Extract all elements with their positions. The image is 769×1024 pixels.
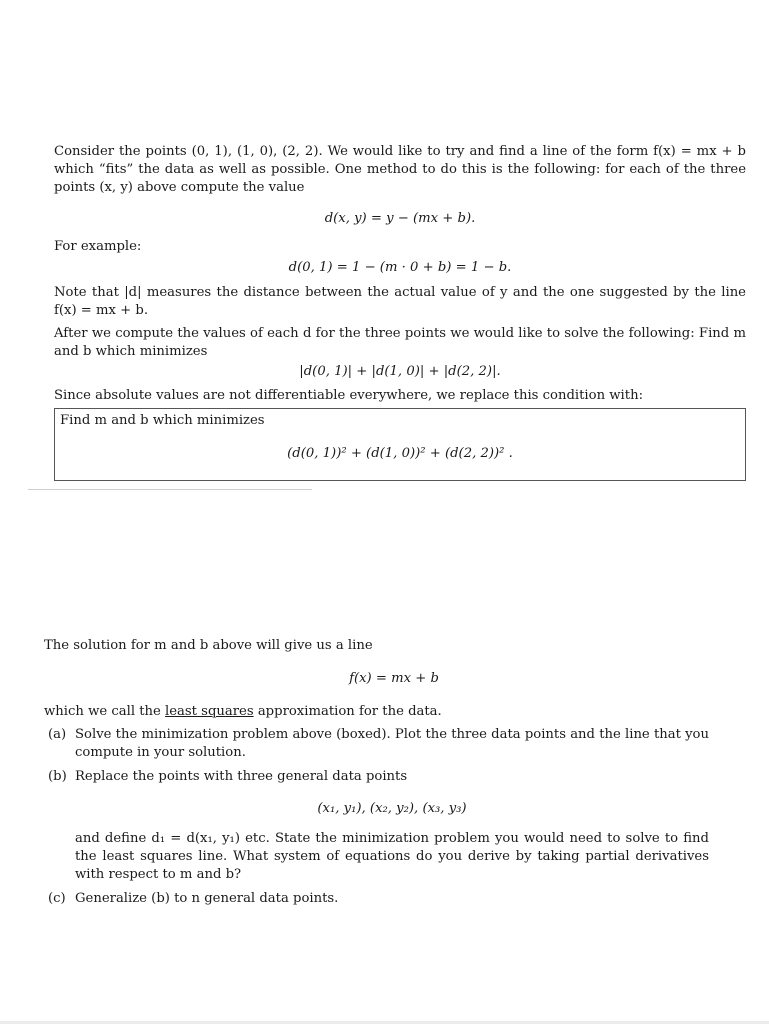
least-squares-term: least squares — [165, 704, 254, 719]
boxed-problem-equation: (d(0, 1))² + (d(1, 0))² + (d(2, 2))² . — [287, 446, 513, 461]
equation-d-definition: d(x, y) = y − (mx + b). — [324, 211, 476, 226]
part-b: (b) Replace the points with three general data points (x₁, y₁), (x₂, y₂), (x₃, y₃) and define d₁ = d(x₁, y₁) etc. State the minimization problem you would need to solve to find the least squares line. What system of equations do you derive by taking partial derivatives with respect to m and b? — [48, 769, 709, 882]
equation-absolute-sum: |d(0, 1)| + |d(1, 0)| + |d(2, 2)|. — [299, 364, 501, 379]
for-example-label: For example: — [54, 239, 142, 254]
equation-line: f(x) = mx + b — [349, 671, 439, 686]
part-b-continuation: and define d₁ = d(x₁, y₁) etc. State the minimization problem you would need to solve to find the least squares line. What system of equations do you derive by taking partial derivatives with respect to m and b? — [75, 831, 709, 882]
divider-line — [28, 489, 312, 490]
solution-paragraph: The solution for m and b above will give us a line — [44, 638, 373, 653]
note-paragraph: Note that |d| measures the distance between the actual value of y and the one suggested by the line f(x) = mx + b. — [54, 285, 746, 318]
boxed-problem — [54, 408, 746, 481]
after-paragraph: After we compute the values of each d for the three points we would like to solve the following: Find m and b which minimizes — [54, 326, 746, 359]
least-squares-paragraph: which we call the least squares approximation for the data. — [44, 704, 442, 719]
equation-example: d(0, 1) = 1 − (m · 0 + b) = 1 − b. — [288, 260, 512, 275]
since-paragraph: Since absolute values are not differentiable everywhere, we replace this condition with: — [54, 388, 644, 403]
equation-general-points: (x₁, y₁), (x₂, y₂), (x₃, y₃) — [317, 801, 467, 816]
part-a: (a) Solve the minimization problem above (boxed). Plot the three data points and the line that you compute in your solution. — [48, 727, 709, 760]
intro-paragraph: Consider the points (0, 1), (1, 0), (2, 2). We would like to try and find a line of the form f(x) = mx + b which “fits” the data as well as possible. One method to do this is the following: for each of the three points (x, y) above compute the value — [54, 144, 746, 195]
boxed-problem-text: Find m and b which minimizes — [60, 413, 265, 428]
exercise-parts — [44, 726, 709, 914]
part-c: (c) Generalize (b) to n general data points. — [48, 891, 339, 906]
